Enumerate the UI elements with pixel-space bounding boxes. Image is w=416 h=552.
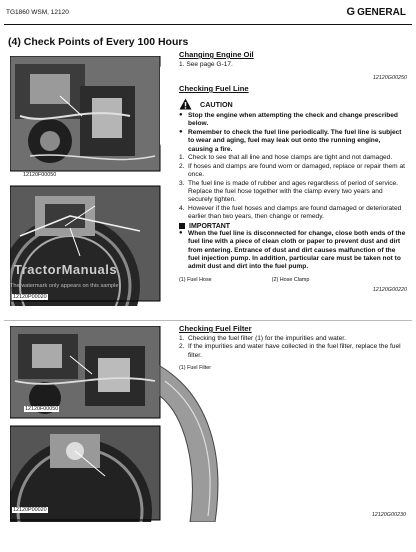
fuel-filter-legend bbox=[179, 365, 407, 371]
fuel-filter-section bbox=[179, 324, 407, 371]
watermark-brand: TractorManuals bbox=[14, 262, 118, 277]
changing-oil-title: Changing Engine Oil bbox=[179, 50, 254, 59]
section-letter: G bbox=[346, 6, 356, 18]
section-header-title: GENERAL bbox=[357, 7, 406, 18]
figure-code-top: 12120F00050 bbox=[25, 406, 59, 412]
fuel-filter-steps bbox=[179, 335, 407, 360]
fuel-line-steps bbox=[179, 154, 407, 222]
engine-photo-upper bbox=[10, 56, 170, 171]
step-item: 1. Check to see that all line and hose clamps are tight and not damaged. bbox=[179, 154, 393, 162]
fuel-line-ref: 12120G00220 bbox=[372, 286, 407, 293]
section-header bbox=[347, 6, 406, 18]
document-header-id: TG1860 WSM, 12120 bbox=[6, 9, 69, 16]
section-divider bbox=[4, 320, 412, 321]
step-item: 2. If the impurities and water have collected in the fuel filter, replace the fuel filter. bbox=[179, 343, 401, 359]
legend-item: (1) Fuel Filter bbox=[179, 365, 212, 372]
fuel-line-section bbox=[179, 84, 407, 293]
fuel-line-legend bbox=[179, 277, 407, 283]
changing-oil-ref: 12120G00250 bbox=[372, 75, 407, 82]
important-item: ● When the fuel line is disconnected for change, close both ends of the fuel line with a piece of clean cloth or paper to prevent dust and dirt from entering. Entrance of dust and dirt causes malfunction of the fuel injection pump. In addition, particular care must be taken not to admit dust and dirt into the fuel pump. bbox=[179, 230, 407, 272]
fuel-line-title: Checking Fuel Line bbox=[179, 84, 249, 93]
important-heading bbox=[179, 223, 407, 230]
step-item: 2. If hoses and clamps are found worn or damaged, replace or repair them at once. bbox=[179, 162, 405, 179]
figure-code-bottom: 12120P00020 bbox=[13, 294, 47, 300]
caution-label: CAUTION bbox=[200, 99, 233, 109]
important-list bbox=[179, 230, 407, 272]
step-item: 4. However if the fuel hoses and clamps are found damaged or deteriorated earlier than two years, then change or remedy. bbox=[179, 204, 402, 221]
step-item: 3. The fuel line is made of rubber and ages regardless of period of service. Replace the fuel hose together with the clamp every two years and securely tighten. bbox=[179, 179, 399, 204]
step-item: 1. Checking the fuel filter (1) for the impurities and water. bbox=[179, 335, 346, 342]
section-title: (4) Check Points of Every 100 Hours bbox=[8, 36, 189, 48]
changing-oil-step: 1. See page G-17. bbox=[179, 61, 233, 68]
figure-code-top: 12120F00050 bbox=[23, 172, 57, 178]
caution-item: ● Stop the engine when attempting the check and change prescribed below. bbox=[179, 112, 407, 129]
figure-code-bottom: 12120P00020 bbox=[13, 507, 47, 513]
caution-item: ● Remember to check the fuel line periodically. The fuel line is subject to wear and aging, fuel may leak out onto the running engine, causing a fire. bbox=[179, 129, 407, 154]
warning-triangle-icon bbox=[179, 98, 192, 110]
important-square-icon bbox=[179, 223, 185, 229]
engine-photo-upper bbox=[10, 326, 160, 418]
fuel-filter-title: Checking Fuel Filter bbox=[179, 324, 252, 333]
caution-heading bbox=[179, 98, 407, 110]
watermark-note: The watermark only appears on this sample bbox=[10, 283, 119, 289]
important-label: IMPORTANT bbox=[189, 222, 231, 230]
legend-item: (1) Fuel Hose bbox=[179, 276, 212, 283]
fuel-filter-ref: 12120G00230 bbox=[371, 512, 406, 518]
caution-list bbox=[179, 112, 407, 154]
header-divider bbox=[4, 24, 412, 25]
legend-item: (2) Hose Clamp bbox=[271, 276, 310, 283]
changing-oil-section bbox=[179, 50, 407, 81]
